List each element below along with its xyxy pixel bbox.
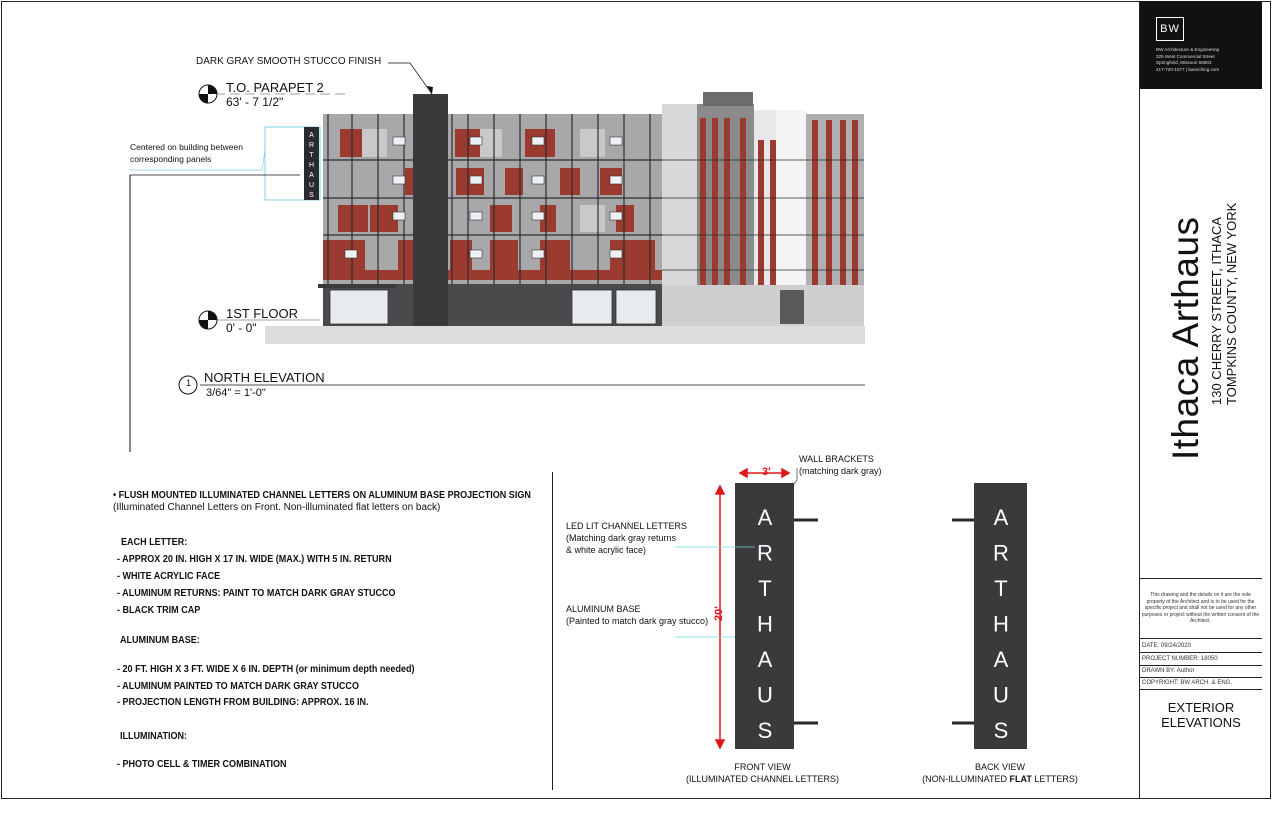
wall-brackets-note [799,453,882,477]
spec-item: - WHITE ACRYLIC FACE [117,570,221,582]
back-sign-letters [993,505,1009,743]
spec-item: - ALUMINUM PAINTED TO MATCH DARK GRAY STUCCO [117,680,359,692]
sign-letter: R [308,142,315,149]
height-dimension: 20' [713,606,725,621]
front-view-caption [660,761,865,785]
divider [1139,578,1262,579]
canopy [318,284,396,288]
spec-subheading: (Illuminated Channel Letters on Front. Non-illuminated flat letters on back) [113,502,441,513]
sign-letter: H [308,162,315,169]
parapet-label: T.O. PARAPET 2 [226,80,324,95]
view-scale: 3/64" = 1'-0" [206,387,266,399]
ground-hatch [265,326,865,344]
sign-letter: S [309,192,314,199]
date-field: DATE: 09/24/2020 [1142,643,1191,649]
sign-letter: T [309,152,314,159]
north-elevation-drawing [0,0,1135,460]
centered-note-line-1: Centered on building between [130,142,243,152]
firm-info [1156,47,1256,73]
sign-letter: A [993,647,1009,672]
sign-letter: A [309,172,314,179]
front-sign-letters [757,505,773,743]
centered-note [130,141,243,165]
sign-letter: U [308,182,315,189]
base-title: ALUMINUM BASE: [120,634,200,646]
firm-logo [1140,1,1262,89]
logo-mark: BW [1156,17,1184,41]
sign-letter: S [993,718,1009,743]
sign-letter: A [993,505,1009,530]
section-divider [552,472,553,790]
led-line-1: LED LIT CHANNEL LETTERS [566,521,688,531]
stucco-arrow [427,86,433,94]
firm-line: 325 West Commercial Street [1156,53,1215,59]
spec-item: - ALUMINUM RETURNS: PAINT TO MATCH DARK GRAY STUCCO [117,587,396,599]
view-number: 1 [185,378,191,388]
sign-letter: R [757,540,773,566]
sign-letter: U [993,682,1009,708]
back-view-caption [900,761,1100,785]
sign-letter: S [757,718,773,743]
stucco-tower [413,94,448,326]
spec-item: - BLACK TRIM CAP [117,604,201,616]
spec-item: - PHOTO CELL & TIMER COMBINATION [117,758,287,770]
led-line-3: & white acrylic face) [566,545,647,555]
base-line-1: ALUMINUM BASE [566,604,641,614]
each-letter-section [117,536,396,616]
sheet-title-line-2: ELEVATIONS [1161,715,1241,730]
aluminum-base-note [566,603,708,627]
sign-letter: U [757,682,773,708]
back-caption-flat: FLAT [1009,774,1032,784]
stucco-leader [388,63,432,94]
divider [1139,652,1262,653]
firm-line: BW Architecture & Engineering [1156,47,1220,52]
sheet-title [1141,700,1261,730]
front-caption-line-1: FRONT VIEW [734,762,791,772]
illumination-section [117,730,287,770]
divider [1139,665,1262,666]
view-name: NORTH ELEVATION [204,370,325,385]
spec-heading: • FLUSH MOUNTED ILLUMINATED CHANNEL LETTERS ON ALUMINUM BASE PROJECTION SIGN [113,489,531,501]
project-name: Ithaca Arthaus [1165,216,1206,460]
illum-title: ILLUMINATION: [120,730,188,742]
centered-note-line-2: corresponding panels [130,154,212,164]
sign-letter: T [994,576,1008,601]
wall-brackets-line-2: (matching dark gray) [799,466,882,476]
back-caption-part: (NON-ILLUMINATED [922,774,1010,784]
first-floor-label: 1ST FLOOR [226,306,299,321]
sign-letter: A [757,505,773,530]
back-caption-line-2 [900,773,1100,785]
first-floor-elevation: 0' - 0" [226,321,257,335]
sign-letter: R [993,540,1009,566]
bracket-leader [794,468,797,484]
drawn-by-field: DRAWN BY: Author [1142,668,1195,674]
base-section [117,634,415,708]
floor-datum-icon [199,311,217,329]
width-dimension: 3' [762,466,771,478]
front-caption-line-2: (ILLUMINATED CHANNEL LETTERS) [685,774,840,784]
firm-line: 417-720-1577 | bwarching.com [1156,66,1220,72]
base-line-2: (Painted to match dark gray stucco) [566,616,709,626]
building-sign-letters [309,132,314,199]
led-line-2: (Matching dark gray returns [566,533,677,543]
sign-letter: A [309,132,314,139]
address-line-2: TOMPKINS COUNTY, NEW YORK [1224,202,1239,405]
back-caption-line-1: BACK VIEW [974,762,1025,772]
project-address [1209,203,1239,460]
right-ground [662,285,864,326]
project-number-field: PROJECT NUMBER: 18050 [1142,656,1218,662]
sign-specifications [113,489,543,514]
sheet-title-line-1: EXTERIOR [1167,700,1235,715]
project-title-block [1165,203,1239,460]
spec-item: - APPROX 20 IN. HIGH X 17 IN. WIDE (MAX.) WITH 5 IN. RETURN [117,553,392,565]
parapet-elevation: 63' - 7 1/2" [226,95,284,109]
sign-letter: H [993,611,1009,637]
stucco-note: DARK GRAY SMOOTH STUCCO FINISH [196,56,382,67]
divider [1139,689,1262,690]
spec-item: - 20 FT. HIGH X 3 FT. WIDE X 6 IN. DEPTH (or minimum depth needed) [117,663,415,675]
sign-letter: T [758,576,772,601]
divider [1139,638,1262,639]
spec-item: - PROJECTION LENGTH FROM BUILDING: APPROX. 16 IN. [117,696,369,708]
entry-door [780,290,804,324]
sign-letter: H [757,611,773,637]
each-letter-title: EACH LETTER: [121,536,188,548]
firm-line: Springfield, Missouri 65803 [1156,60,1212,65]
back-caption-part: LETTERS) [1031,774,1078,784]
address-line-1: 130 CHERRY STREET, ITHACA [1209,216,1224,405]
led-note [566,520,687,556]
copyright-notice: This drawing and the details on it are the sole property of the Architect and is to be used for the specific project and shall not be used for any other purposes or project without the written consent of the Architect. [1141,592,1260,624]
wall-brackets-line-1: WALL BRACKETS [799,454,874,464]
stair-tower-top [703,92,753,106]
copyright-field: COPYRIGHT: BW ARCH. & ENG. [1142,680,1233,686]
sign-letter: A [757,647,773,672]
parapet-datum-icon [199,85,217,103]
divider [1139,677,1262,678]
